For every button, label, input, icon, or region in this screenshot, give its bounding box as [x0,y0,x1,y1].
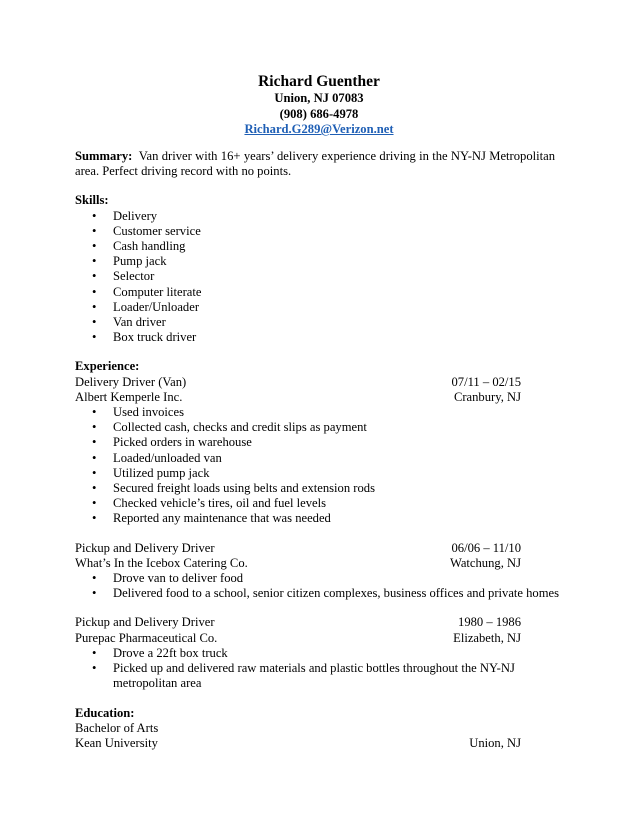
job-duty: • Collected cash, checks and credit slips as payment [113,420,555,435]
skills-list [75,209,555,346]
job-duty: • Picked up and delivered raw materials and plastic bottles throughout the NY-NJ metropolitan area [113,661,518,691]
skill-item: • Cash handling [113,239,555,254]
job-company: Purepac Pharmaceutical Co. [75,630,218,645]
skill-item: • Van driver [113,315,555,330]
summary-section [75,149,555,179]
job-duty: • Used invoices [113,405,555,420]
job-location: Elizabeth, NJ [453,630,521,645]
job-duty: • Drove van to deliver food [113,571,555,586]
candidate-address: Union, NJ 07083 [274,91,364,105]
job-location: Watchung, NJ [449,555,521,570]
candidate-phone: (908) 686-4978 [279,106,359,121]
job-title: Pickup and Delivery Driver [75,540,215,555]
summary-text: Van driver with 16+ years’ delivery experience driving in the NY-NJ Metropolitan area. Perfect driving record with no points. [75,149,555,179]
skill-item: • Loader/Unloader [113,300,555,315]
skill-item: • Selector [113,269,555,284]
skill-item: • Box truck driver [113,330,555,345]
job-entry [75,615,555,691]
job-title: Delivery Driver (Van) [75,374,187,389]
job-location: Cranbury, NJ [453,389,521,404]
skills-label: Skills: [75,193,109,208]
experience-section [75,359,560,691]
skills-section [75,193,555,345]
job-duty: • Reported any maintenance that was needed [113,511,555,526]
job-title: Pickup and Delivery Driver [75,615,215,630]
candidate-email-link[interactable]: Richard.G289@Verizon.net [244,122,394,136]
job-dates: 06/06 – 11/10 [451,540,521,555]
summary-label: Summary: [75,149,133,163]
job-duties-list [75,571,560,601]
job-duty: • Drove a 22ft box truck [113,646,555,661]
skill-item: • Customer service [113,224,555,239]
experience-label: Experience: [75,359,140,374]
job-duty: • Secured freight loads using belts and extension rods [113,481,555,496]
job-duties-list [75,405,555,527]
job-duty: • Delivered food to a school, senior citizen complexes, business offices and private homes [113,586,555,601]
education-degree: Bachelor of Arts [75,720,159,735]
job-company: What’s In the Icebox Catering Co. [75,555,248,570]
education-location: Union, NJ [469,735,521,750]
skill-item: • Computer literate [113,285,555,300]
resume-header [0,73,638,138]
job-duties-list [75,646,555,692]
resume-body [75,149,560,751]
skill-item: • Delivery [113,209,555,224]
job-company: Albert Kemperle Inc. [75,389,183,404]
education-section [75,706,555,752]
education-label: Education: [75,705,135,720]
job-duty: • Checked vehicle’s tires, oil and fuel levels [113,496,555,511]
job-dates: 1980 – 1986 [458,615,521,630]
job-duty: • Picked orders in warehouse [113,435,555,450]
job-duty: • Utilized pump jack [113,466,555,481]
job-dates: 07/11 – 02/15 [451,374,521,389]
job-entry [75,540,560,602]
skill-item: • Pump jack [113,254,555,269]
education-school: Kean University [75,735,158,750]
candidate-name: Richard Guenther [258,73,380,90]
job-duty: • Loaded/unloaded van [113,451,555,466]
job-entry [75,375,555,527]
